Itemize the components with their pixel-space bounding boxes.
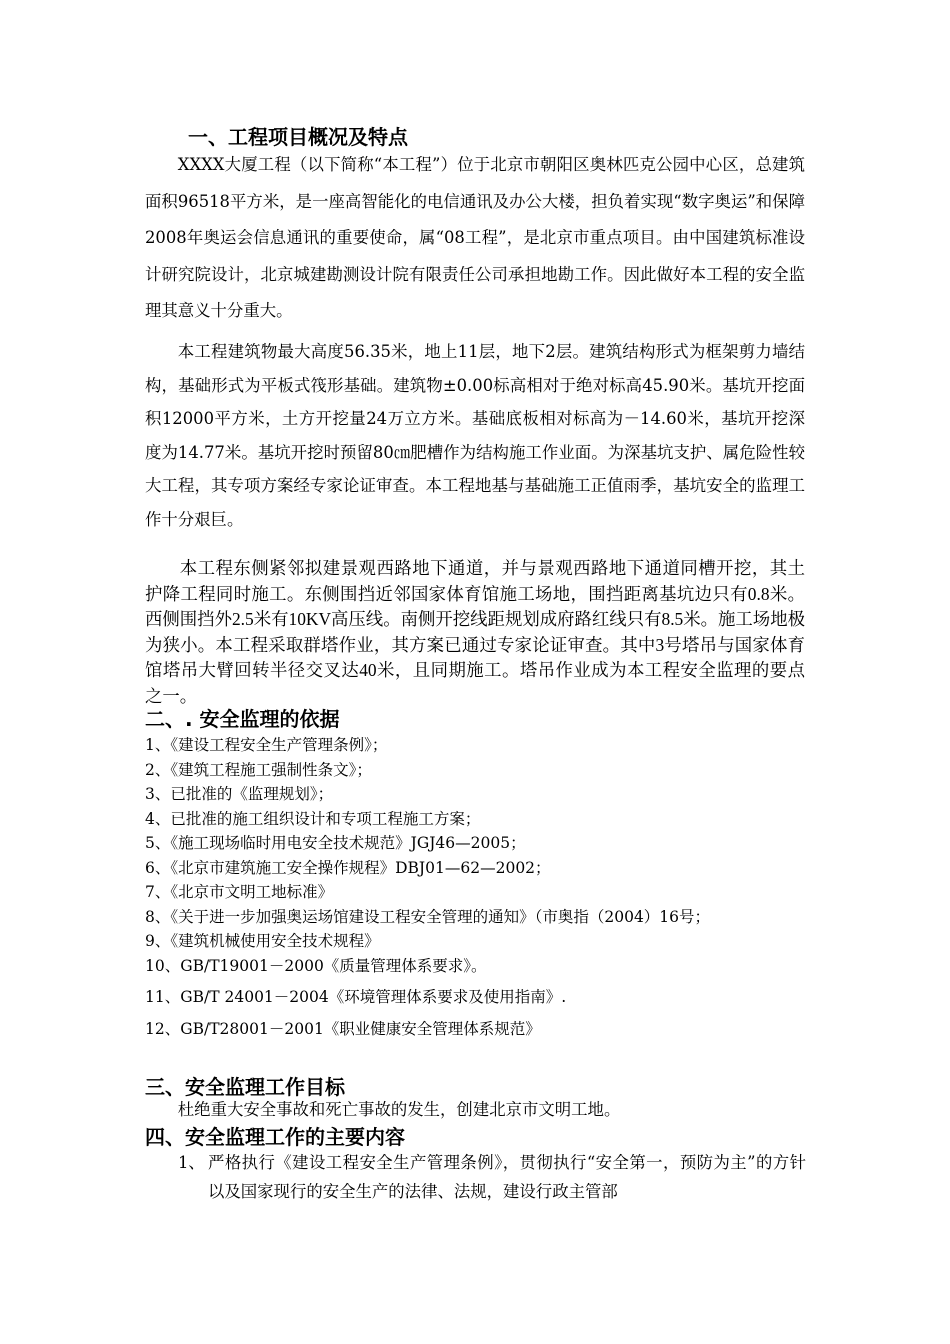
basis-item: 7、《北京市文明工地标准》: [145, 883, 334, 901]
section-1-heading: 一、工程项目概况及特点: [188, 125, 408, 149]
section-1-paragraph-1: XXXX大厦工程（以下简称“本工程”）位于北京市朝阳区奥林匹克公园中心区，总建筑面积96518平方米，是一座高智能化的电信通讯及办公大楼，担负着实现“数字奥运”和保障2008年奥运会信息通讯的重要使命，属“08工程”，是北京市重点项目。由中国建筑标准设计研究院设计，北京城建勘测设计院有限责任公司承担地勘工作。因此做好本工程的安全监理其意义十分重大。: [145, 155, 805, 320]
section-1-paragraph-2: 本工程建筑物最大高度56.35米，地上11层，地下2层。建筑结构形式为框架剪力墙结构，基础形式为平板式筏形基础。建筑物±0.00标高相对于绝对标高45.90米。基坑开挖面积12000平方米，土方开挖量24万立方米。基础底板相对标高为－14.60米，基坑开挖深度为14.77米。基坑开挖时预留80㎝肥槽作为结构施工作业面。为深基坑支护、属危险性较大工程，其专项方案经专家论证审查。本工程地基与基础施工正值雨季，基坑安全的监理工作十分艰巨。: [145, 342, 805, 529]
basis-item: 4、已批准的施工组织设计和专项工程施工方案；: [145, 809, 481, 828]
basis-item: 2、《建筑工程施工强制性条文》；: [145, 760, 372, 779]
basis-item: 3、已批准的《监理规划》；: [145, 785, 334, 803]
basis-item: 10、GB/T19001－2000《质量管理体系要求》。: [145, 956, 487, 975]
basis-item: 5、《施工现场临时用电安全技术规范》JGJ46—2005；: [145, 834, 526, 852]
section-3-text: 杜绝重大安全事故和死亡事故的发生，创建北京市文明工地。: [177, 1100, 621, 1119]
section-4-item-number: 1、: [178, 1153, 205, 1172]
section-3-heading: 三、安全监理工作目标: [145, 1075, 345, 1099]
basis-item: 9、《建筑机械使用安全技术规程》: [145, 932, 380, 950]
section-2-heading: 二、. 安全监理的依据: [145, 707, 340, 731]
basis-item: 8、《关于进一步加强奥运场馆建设工程安全管理的通知》（市奥指（2004）16号；: [145, 907, 711, 926]
section-1-paragraph-3: 本工程东侧紧邻拟建景观西路地下通道，并与景观西路地下通道同槽开挖，其土护降工程同时施工。东侧围挡近邻国家体育馆施工场地，围挡距离基坑边只有0.8米。西侧围挡外2.5米有10KV高压线。南侧开挖线距规划成府路红线只有8.5米。施工场地极为狭小。本工程采取群塔作业，其方案已通过专家论证审查。其中3号塔吊与国家体育馆塔吊大臂回转半径交叉达40米，且同期施工。塔吊作业成为本工程安全监理的要点之一。: [145, 558, 805, 706]
basis-item: 1、《建设工程安全生产管理条例》；: [145, 736, 388, 754]
basis-list: [145, 733, 805, 1041]
basis-item: 11、GB/T 24001－2004《环境管理体系要求及使用指南》.: [145, 988, 567, 1006]
section-4-item-1: [178, 1148, 806, 1206]
basis-item: 12、GB/T28001－2001《职业健康安全管理体系规范》: [145, 1019, 541, 1038]
section-4-item-text: 严格执行《建设工程安全生产管理条例》，贯彻执行“安全第一，预防为主”的方针以及国家现行的安全生产的法律、法规，建设行政主管部: [208, 1153, 806, 1201]
section-4-heading: 四、安全监理工作的主要内容: [145, 1125, 405, 1149]
basis-item: 6、《北京市建筑施工安全操作规程》DBJ01—62—2002；: [145, 858, 551, 877]
